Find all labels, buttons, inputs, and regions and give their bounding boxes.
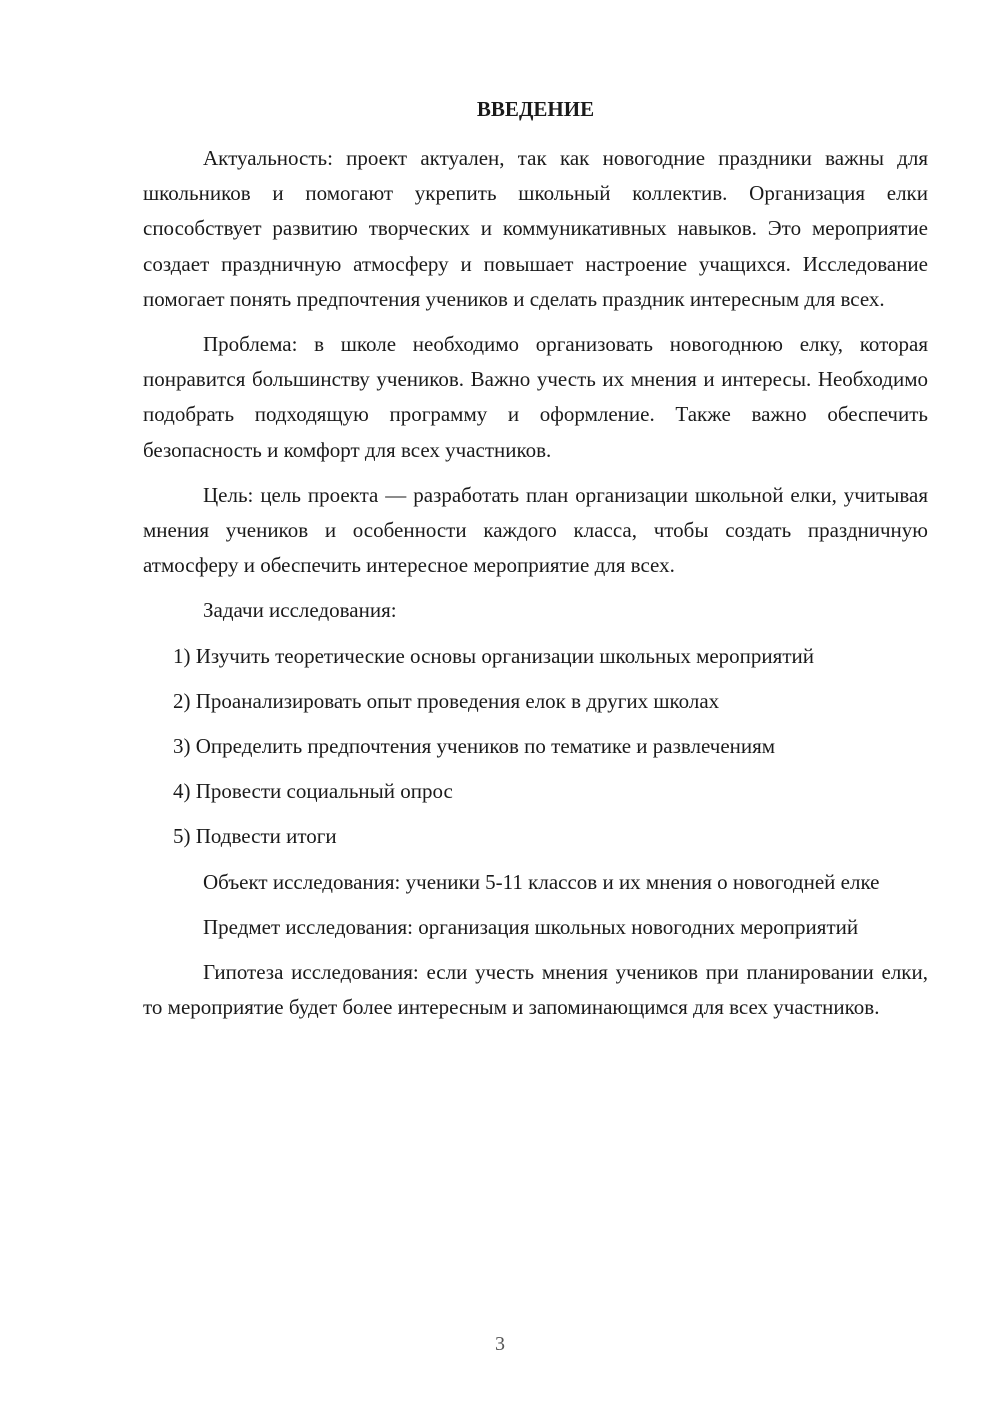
list-item: 2) Проанализировать опыт проведения елок в других школах xyxy=(173,688,720,713)
tasks-list xyxy=(143,639,928,855)
document-body xyxy=(143,92,928,1035)
goal-paragraph: Цель: цель проекта — разработать план организации школьной елки, учитывая мнения учеников и особенности каждого класса, чтобы создать праздничную атмосферу и обеспечить интересное мероприятие для всех. xyxy=(143,482,928,578)
subject-paragraph: Предмет исследования: организация школьных новогодних мероприятий xyxy=(203,914,859,939)
list-item: 5) Подвести итоги xyxy=(173,824,337,849)
hypothesis-paragraph: Гипотеза исследования: если учесть мнения учеников при планировании елки, то мероприятие будет более интересным и запоминающимся для всех участников. xyxy=(143,960,928,1020)
page-number: 3 xyxy=(495,1333,505,1355)
relevance-paragraph: Актуальность: проект актуален, так как новогодние праздники важны для школьников и помогают укрепить школьный коллектив. Организация елки способствует развитию творческих и коммуникативных навыков. Это мероприятие создает праздничную атмосферу и повышает настроение учащихся. Исследование помогает понять предпочтения учеников и сделать праздник интересным для всех. xyxy=(143,146,928,311)
list-item: 4) Провести социальный опрос xyxy=(173,779,453,804)
list-item: 1) Изучить теоретические основы организации школьных мероприятий xyxy=(173,643,814,668)
tasks-heading: Задачи исследования: xyxy=(203,598,397,623)
section-title: ВВЕДЕНИЕ xyxy=(476,97,595,121)
list-item: 3) Определить предпочтения учеников по тематике и развлечениям xyxy=(173,734,776,759)
object-paragraph: Объект исследования: ученики 5-11 классов и их мнения о новогодней елке xyxy=(203,869,880,894)
problem-paragraph: Проблема: в школе необходимо организовать новогоднюю елку, которая понравится большинству учеников. Важно учесть их мнения и интересы. Необходимо подобрать подходящую программу и оформление. Также важно обеспечить безопасность и комфорт для всех участников. xyxy=(143,332,928,462)
